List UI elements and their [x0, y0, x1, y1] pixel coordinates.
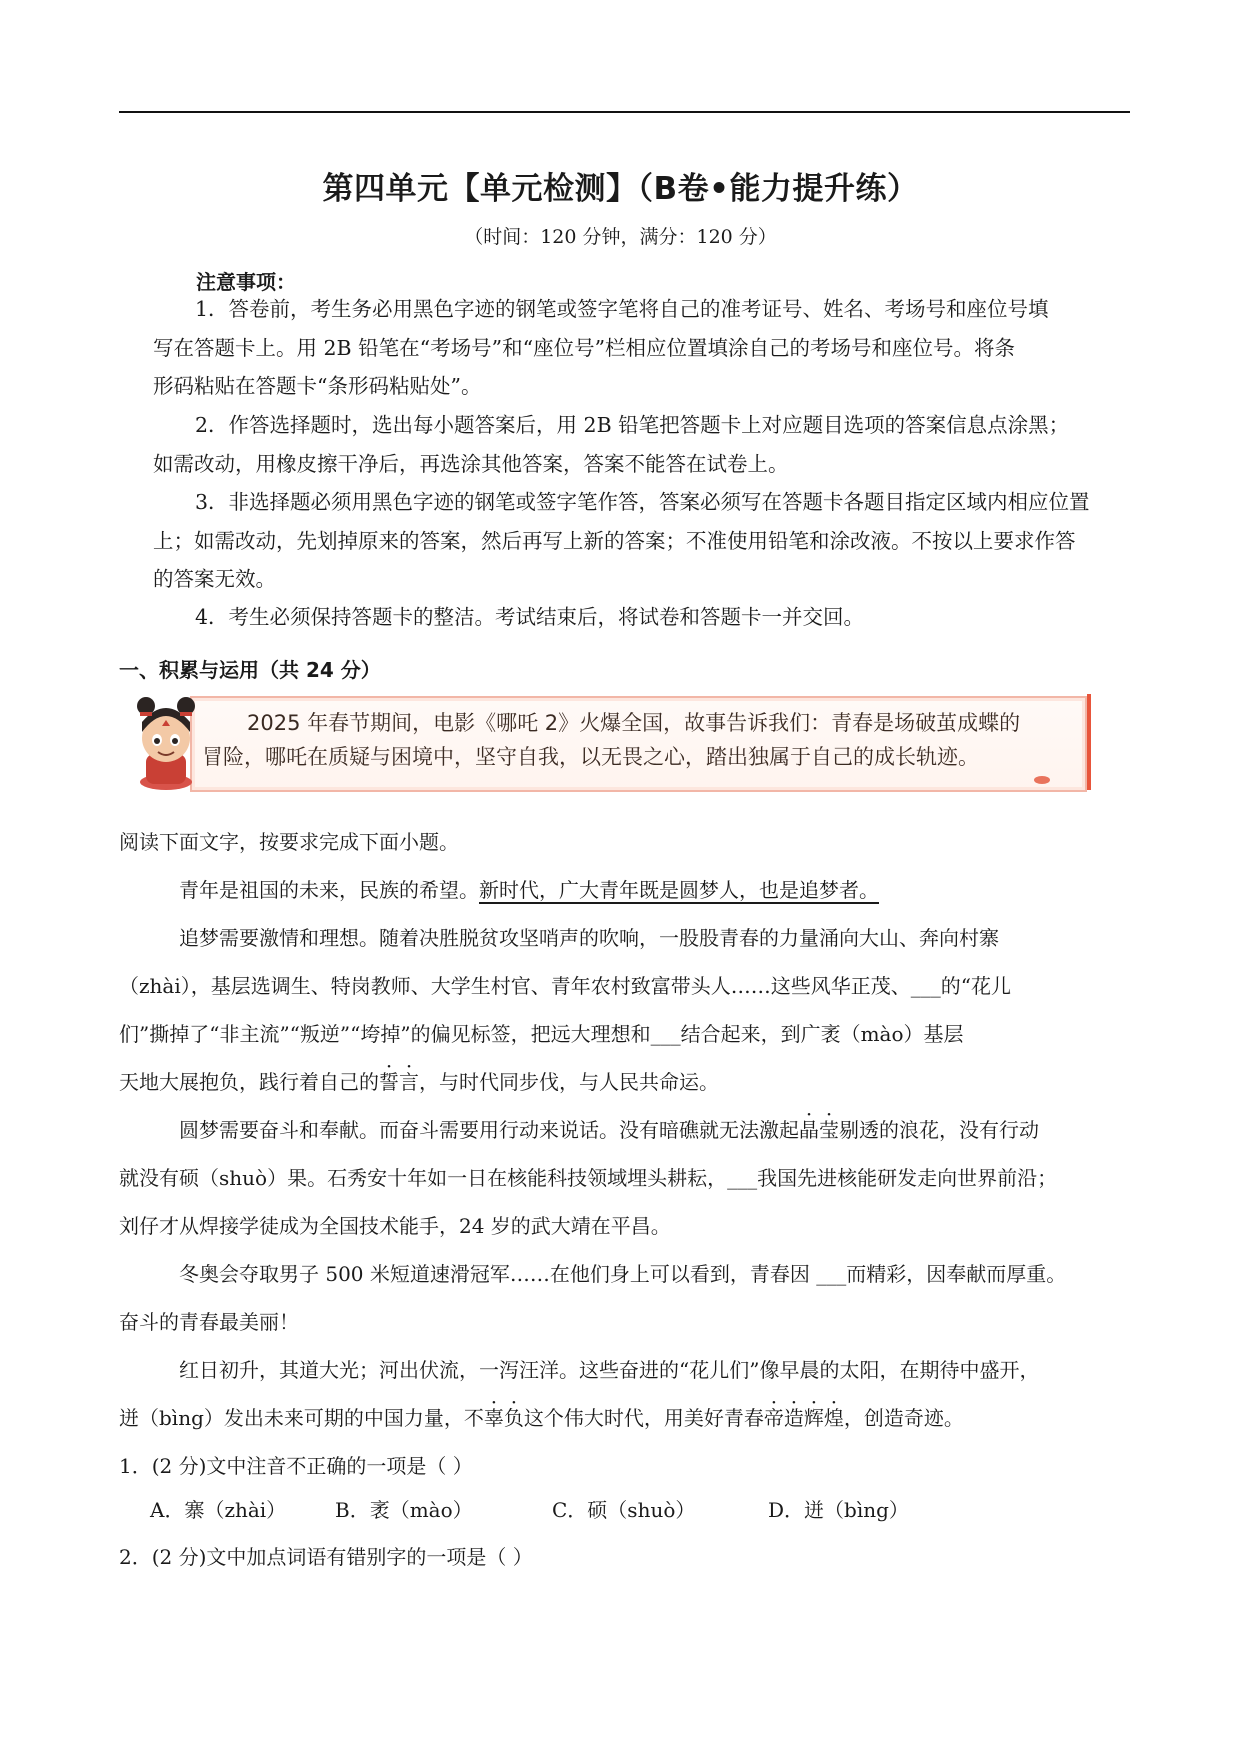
- notice-item-4: 4．考生必须保持答题卡的整洁。考试结束后，将试卷和答题卡一并交回。: [195, 605, 865, 629]
- dotted-char: 辜: [483, 1406, 504, 1430]
- question-2-stem: 2．(2 分)文中加点词语有错别字的一项是（ ）: [119, 1545, 533, 1569]
- notice-item-2: 2．作答选择题时，选出每小题答案后，用 2B 铅笔把答题卡上对应题目选项的答案信息点涂黑； 如需改动，用橡皮擦干净后，再选涂其他答案，答案不能答在试卷上。: [153, 413, 1070, 476]
- notice-heading: 注意事项：: [196, 270, 296, 294]
- question-1-option-b[interactable]: B．袤（mào）: [335, 1498, 473, 1522]
- passage-line: （zhài），基层选调生、特岗教师、大学生村官、青年农村致富带头人……这些风华正茂、___的“花儿: [119, 974, 1011, 998]
- nezha-character-icon: [128, 692, 204, 792]
- passage-line: 追梦需要激情和理想。随着决胜脱贫攻坚哨声的吹响，一股股青春的力量涌向大山、奔向村寨: [179, 926, 999, 950]
- dotted-char: 莹: [819, 1118, 839, 1142]
- dotted-char: 辉: [803, 1406, 824, 1430]
- dotted-char: 晶: [799, 1118, 819, 1142]
- question-1-option-c[interactable]: C．硕（shuò）: [552, 1498, 696, 1522]
- passage-line: 冬奥会夺取男子 500 米短道速滑冠军……在他们身上可以看到，青春因 ___而精彩，因奉献而厚重。: [179, 1262, 1067, 1286]
- theme-banner: [128, 692, 1086, 794]
- section-heading: 一、积累与运用（共 24 分）: [119, 658, 381, 682]
- page-subtitle: （时间：120 分钟，满分：120 分）: [464, 226, 777, 248]
- passage-line: 就没有硕（shuò）果。石秀安十年如一日在核能科技领域埋头耕耘，___我国先进核能研发走向世界前沿；: [119, 1166, 1058, 1190]
- dotted-char: 负: [503, 1406, 524, 1430]
- decoration-icon: [1034, 776, 1050, 784]
- question-1-stem: 1．(2 分)文中注音不正确的一项是（ ）: [119, 1454, 473, 1478]
- dotted-char: 造: [783, 1406, 804, 1430]
- passage-line: 刘仔才从焊接学徒成为全国技术能手，24 岁的武大靖在平昌。: [119, 1214, 671, 1238]
- passage-line: 天地大展抱负，践行着自己的誓言，与时代同步伐，与人民共命运。: [119, 1070, 719, 1094]
- header-rule: [119, 111, 1130, 113]
- passage-line: 青年是祖国的未来，民族的希望。新时代，广大青年既是圆梦人，也是追梦者。: [179, 878, 879, 902]
- dotted-char: 帝: [763, 1406, 784, 1430]
- underlined-sentence: 新时代，广大青年既是圆梦人，也是追梦者。: [479, 878, 879, 902]
- passage-line: 圆梦需要奋斗和奉献。而奋斗需要用行动来说话。没有暗礁就无法激起晶莹剔透的浪花，没有行动: [179, 1118, 1039, 1142]
- question-1-option-a[interactable]: A．寨（zhài）: [150, 1498, 287, 1522]
- blank: ___: [727, 1166, 758, 1190]
- blank: ___: [910, 974, 941, 998]
- blank: ___: [816, 1262, 847, 1286]
- page-title: 第四单元【单元检测】（B卷•能力提升练）: [322, 171, 919, 207]
- dotted-char: 煌: [823, 1406, 844, 1430]
- notice-item-3: 3．非选择题必须用黑色字迹的钢笔或签字笔作答，答案必须写在答题卡各题目指定区域内相应位置 上；如需改动，先划掉原来的答案，然后再写上新的答案；不准使用铅笔和涂改液。不按以上要求作答 的答案无效。: [153, 490, 1090, 591]
- passage-line: 奋斗的青春最美丽！: [119, 1310, 299, 1334]
- passage-line: 们”撕掉了“非主流”“叛逆”“垮掉”的偏见标签，把远大理想和___结合起来，到广袤（mào）基层: [119, 1022, 964, 1046]
- question-1-option-d[interactable]: D．迸（bìng）: [768, 1498, 909, 1522]
- dotted-char: 誓: [379, 1070, 399, 1094]
- blank: ___: [650, 1022, 681, 1046]
- notice-item-1: 1．答卷前，考生务必用黑色字迹的钢笔或签字笔将自己的准考证号、姓名、考场号和座位号填 写在答题卡上。用 2B 铅笔在“考场号”和“座位号”栏相应位置填涂自己的考场号和座位号。将条 形码粘贴在答题卡“条形码粘贴处”。: [153, 297, 1049, 398]
- dotted-char: 言: [399, 1070, 419, 1094]
- passage-line: 迸（bìng）发出未来可期的中国力量，不辜负这个伟大时代，用美好青春帝造辉煌，创造奇迹。: [119, 1406, 964, 1430]
- reading-instruction: 阅读下面文字，按要求完成下面小题。: [119, 830, 459, 854]
- banner-text: 2025 年春节期间，电影《哪吒 2》火爆全国，故事告诉我们：青春是场破茧成蝶的 冒险，哪吒在质疑与困境中，坚守自我，以无畏之心，踏出独属于自己的成长轨迹。: [202, 711, 1021, 769]
- passage-line: 红日初升，其道大光；河出伏流，一泻汪洋。这些奋进的“花儿们”像早晨的太阳，在期待中盛开，: [179, 1358, 1040, 1382]
